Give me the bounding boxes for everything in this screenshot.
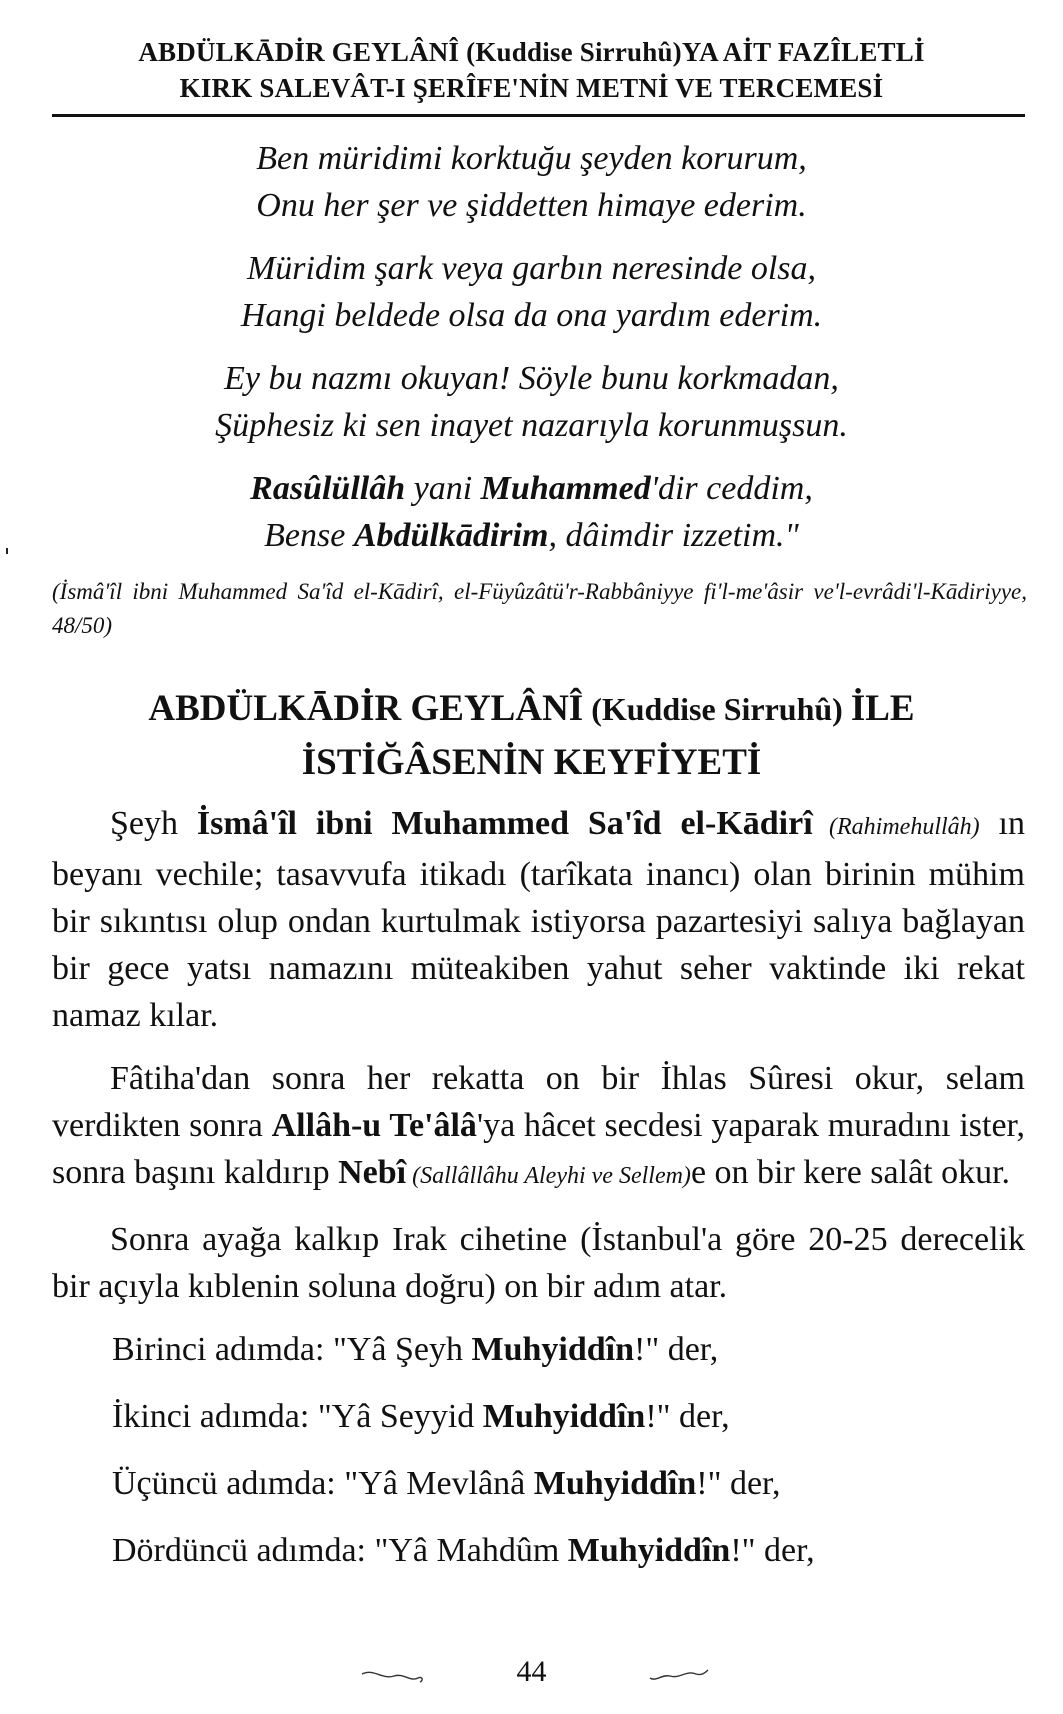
running-header — [52, 34, 1011, 106]
running-header-line-1: ABDÜLKĀDİR GEYLÂNÎ (Kuddise Sirruhû)YA AİT FAZÎLETLİ — [138, 37, 925, 67]
text-run: !" der, — [696, 1465, 781, 1502]
text-run: Fâtiha'dan sonra her rekatta on bir İhlas Sûresi okur, selam verdikten sonra — [52, 1060, 1025, 1144]
poem-stanza — [0, 135, 1063, 229]
text-run: ın beyanı vechile; tasavvufa itikadı (tarîkata inancı) olan birinin mühim bir sıkıntısı olup ondan kurtulmak istiyorsa pazartesiyi salıya bağlayan bir gece yatsı namazını müteakiben yahut seher vaktinde iki rekat namaz kılar. — [52, 805, 1025, 1034]
poem-line: Hangi beldede olsa da ona yardım ederim. — [240, 297, 823, 334]
poem-stanza — [0, 465, 1063, 559]
bold-name: Muhyiddîn — [533, 1465, 697, 1502]
text-run: !" der, — [730, 1532, 815, 1569]
section-title — [40, 682, 1023, 790]
poem-text: Bense — [264, 517, 354, 554]
honorific: (Sallâllâhu Aleyhi ve Sellem) — [406, 1163, 691, 1189]
section-title-main: ABDÜLKĀDİR GEYLÂNÎ — [148, 688, 584, 729]
poem — [0, 135, 1063, 575]
poem-line: Ben müridimi korktuğu şeyden korurum, — [256, 140, 807, 177]
honorific: (Rahimehullâh) — [812, 814, 980, 840]
text-run: Üçüncü adımda: "Yâ Mevlânâ — [112, 1465, 534, 1502]
step-line — [52, 1326, 1025, 1373]
text-run: 'ya hâcet secdesi yaparak muradını ister, sonra başını kaldırıp — [52, 1107, 1026, 1191]
text-run: Şeyh — [110, 805, 197, 842]
poem-line: Ey bu nazmı okuyan! Söyle bunu korkmadan, — [224, 360, 839, 397]
step-line — [52, 1393, 1025, 1440]
text-run: Birinci adımda: "Yâ Şeyh — [112, 1331, 472, 1368]
bold-name: İsmâ'îl ibni Muhammed Sa'îd el-Kādirî — [196, 805, 813, 842]
bold-name: Nebî — [338, 1154, 407, 1191]
step-line — [52, 1460, 1025, 1507]
poem-line: Şüphesiz ki sen inayet nazarıyla korunmuşsun. — [215, 407, 848, 444]
text-run: Dördüncü adımda: "Yâ Mahdûm — [112, 1532, 568, 1569]
section-title-line-2: İSTİĞÂSENİN KEYFİYETİ — [301, 742, 762, 783]
paragraph — [52, 800, 1025, 1039]
bold-name: Muhyiddîn — [482, 1398, 646, 1435]
section-title-paren: (Kuddise Sirruhû) — [583, 691, 851, 727]
poem-stanza — [0, 355, 1063, 449]
poem-name-muhammed: Muhammed — [480, 470, 651, 507]
body-text — [52, 800, 1025, 1594]
paragraph — [52, 1055, 1025, 1200]
poem-name-abdulkadir: Abdülkādirim — [353, 517, 549, 554]
running-header-line-2: KIRK SALEVÂT-I ŞERÎFE'NİN METNİ VE TERCEMESİ — [179, 73, 884, 103]
poem-line: Müridim şark veya garbın neresinde olsa, — [246, 250, 817, 287]
bold-name: Muhyiddîn — [567, 1532, 731, 1569]
poem-text: 'dir ceddim, — [650, 470, 813, 507]
poem-line — [0, 465, 1063, 512]
poem-line — [0, 512, 1063, 559]
text-run: !" der, — [645, 1398, 730, 1435]
poem-stanza — [0, 245, 1063, 339]
section-title-line-1 — [40, 682, 1023, 736]
bold-name: Allâh-u Te'âlâ — [271, 1107, 477, 1144]
page-footer — [0, 1652, 1063, 1696]
poem-name-rasulullah: Rasûlüllâh — [250, 470, 406, 507]
header-rule — [52, 114, 1025, 117]
step-line — [52, 1527, 1025, 1574]
section-title-end: İLE — [850, 688, 915, 729]
page-number: 44 — [516, 1655, 547, 1688]
source-citation: (İsmâ'îl ibni Muhammed Sa'îd el-Kādirî, el-Füyûzâtü'r-Rabbâniyye fi'l-me'âsir ve'l-evrâdi'l-Kādiriyye, 48/50) — [52, 579, 1027, 638]
text-run: !" der, — [634, 1331, 719, 1368]
poem-text: yani — [405, 470, 481, 507]
text-run: e on bir kere salât okur. — [690, 1154, 1011, 1191]
bold-name: Muhyiddîn — [471, 1331, 635, 1368]
poem-line: Onu her şer ve şiddetten himaye ederim. — [256, 187, 807, 224]
paragraph: Sonra ayağa kalkıp Irak cihetine (İstanbul'a göre 20-25 derecelik bir açıyla kıblenin soluna doğru) on bir adım atar. — [52, 1221, 1025, 1305]
text-run: İkinci adımda: "Yâ Seyyid — [112, 1398, 483, 1435]
flourish-right-icon — [640, 1666, 710, 1686]
poem-text: , dâimdir izzetim." — [548, 517, 799, 554]
